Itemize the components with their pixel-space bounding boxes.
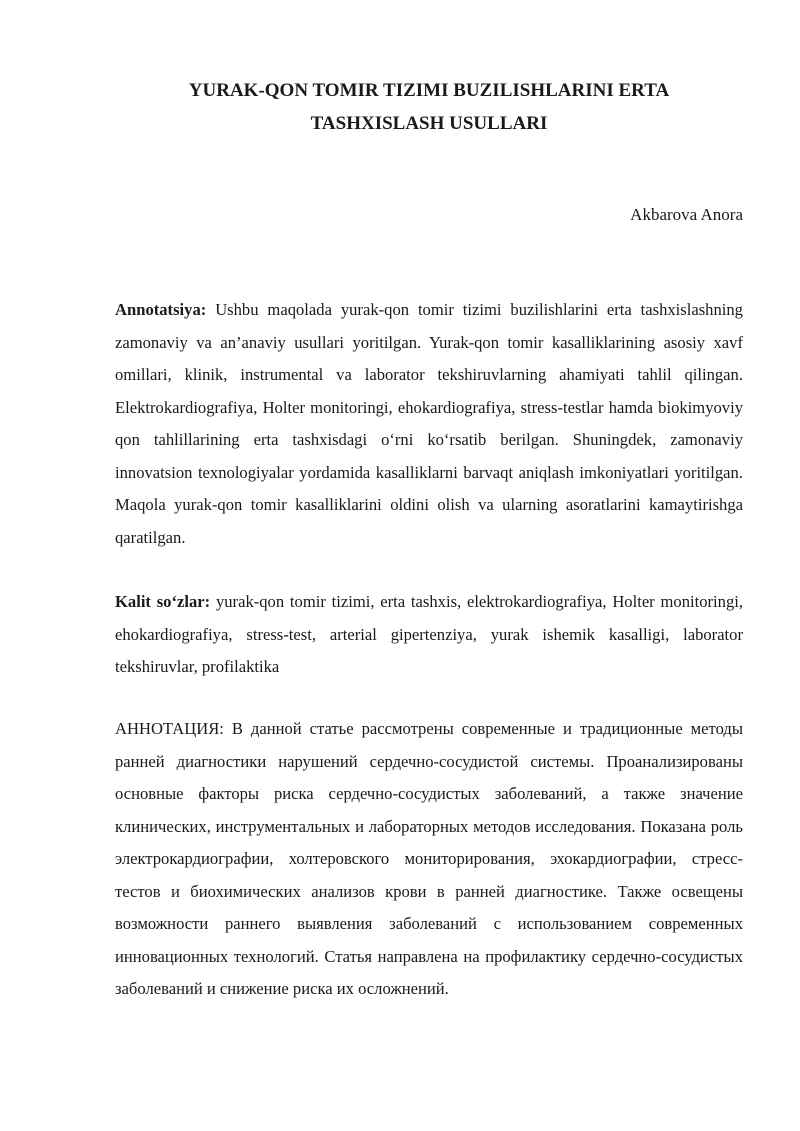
keywords-label: Kalit so‘zlar: xyxy=(115,592,211,611)
annotation-label: Annotatsiya: xyxy=(115,300,207,319)
annotation-text: Ushbu maqolada yurak-qon tomir tizimi buzilishlarini erta tashxislashning zamonaviy va an’anaviy usullari yoritilgan. Yurak-qon tomir kasalliklarining asosiy xavf omillari, klinik, instrumental va laborator tekshiruvlarning ahamiyati tahlil qilingan. Elektrokardiografiya, Holter monitoringi, ehokardiografiya, stress-testlar hamda biokimyoviy qon tahlillarining erta tashxisdagi o‘rni ko‘rsatib berilgan. Shuningdek, zamonaviy innovatsion texnologiyalar yordamida kasalliklarni barvaqt aniqlash imkoniyatlari yoritilgan. Maqola yurak-qon tomir kasalliklarini oldini olish va ularning asoratlarini kamaytirishga qaratilgan. xyxy=(115,300,743,547)
author-name: Akbarova Anora xyxy=(630,205,743,224)
paper-title-line-1: YURAK-QON TOMIR TIZIMI BUZILISHLARINI ERTA xyxy=(188,80,670,101)
keywords-paragraph xyxy=(115,586,743,684)
keywords-text: yurak-qon tomir tizimi, erta tashxis, elektrokardiografiya, Holter monitoringi, ehokardiografiya, stress-test, arterial gipertenziya, yurak ishemik kasalligi, laborator tekshiruvlar, profilaktika xyxy=(115,592,743,676)
russian-annotation-paragraph: АННОТАЦИЯ: В данной статье рассмотрены современные и традиционные методы ранней диагностики нарушений сердечно-сосудистой системы. Проанализированы основные факторы риска сердечно-сосудистых заболеваний, а также значение клинических, инструментальных и лабораторных методов исследования. Показана роль электрокардиографии, холтеровского мониторирования, эхокардиографии, стресс-тестов и биохимических анализов крови в ранней диагностике. Также освещены возможности раннего выявления заболеваний с использованием современных инновационных технологий. Статья направлена на профилактику сердечно-сосудистых заболеваний и снижение риска их осложнений. xyxy=(115,719,743,998)
paper-title-line-2: TASHXISLASH USULLARI xyxy=(310,113,548,134)
annotation-paragraph xyxy=(115,294,743,554)
paper-title xyxy=(115,74,743,140)
